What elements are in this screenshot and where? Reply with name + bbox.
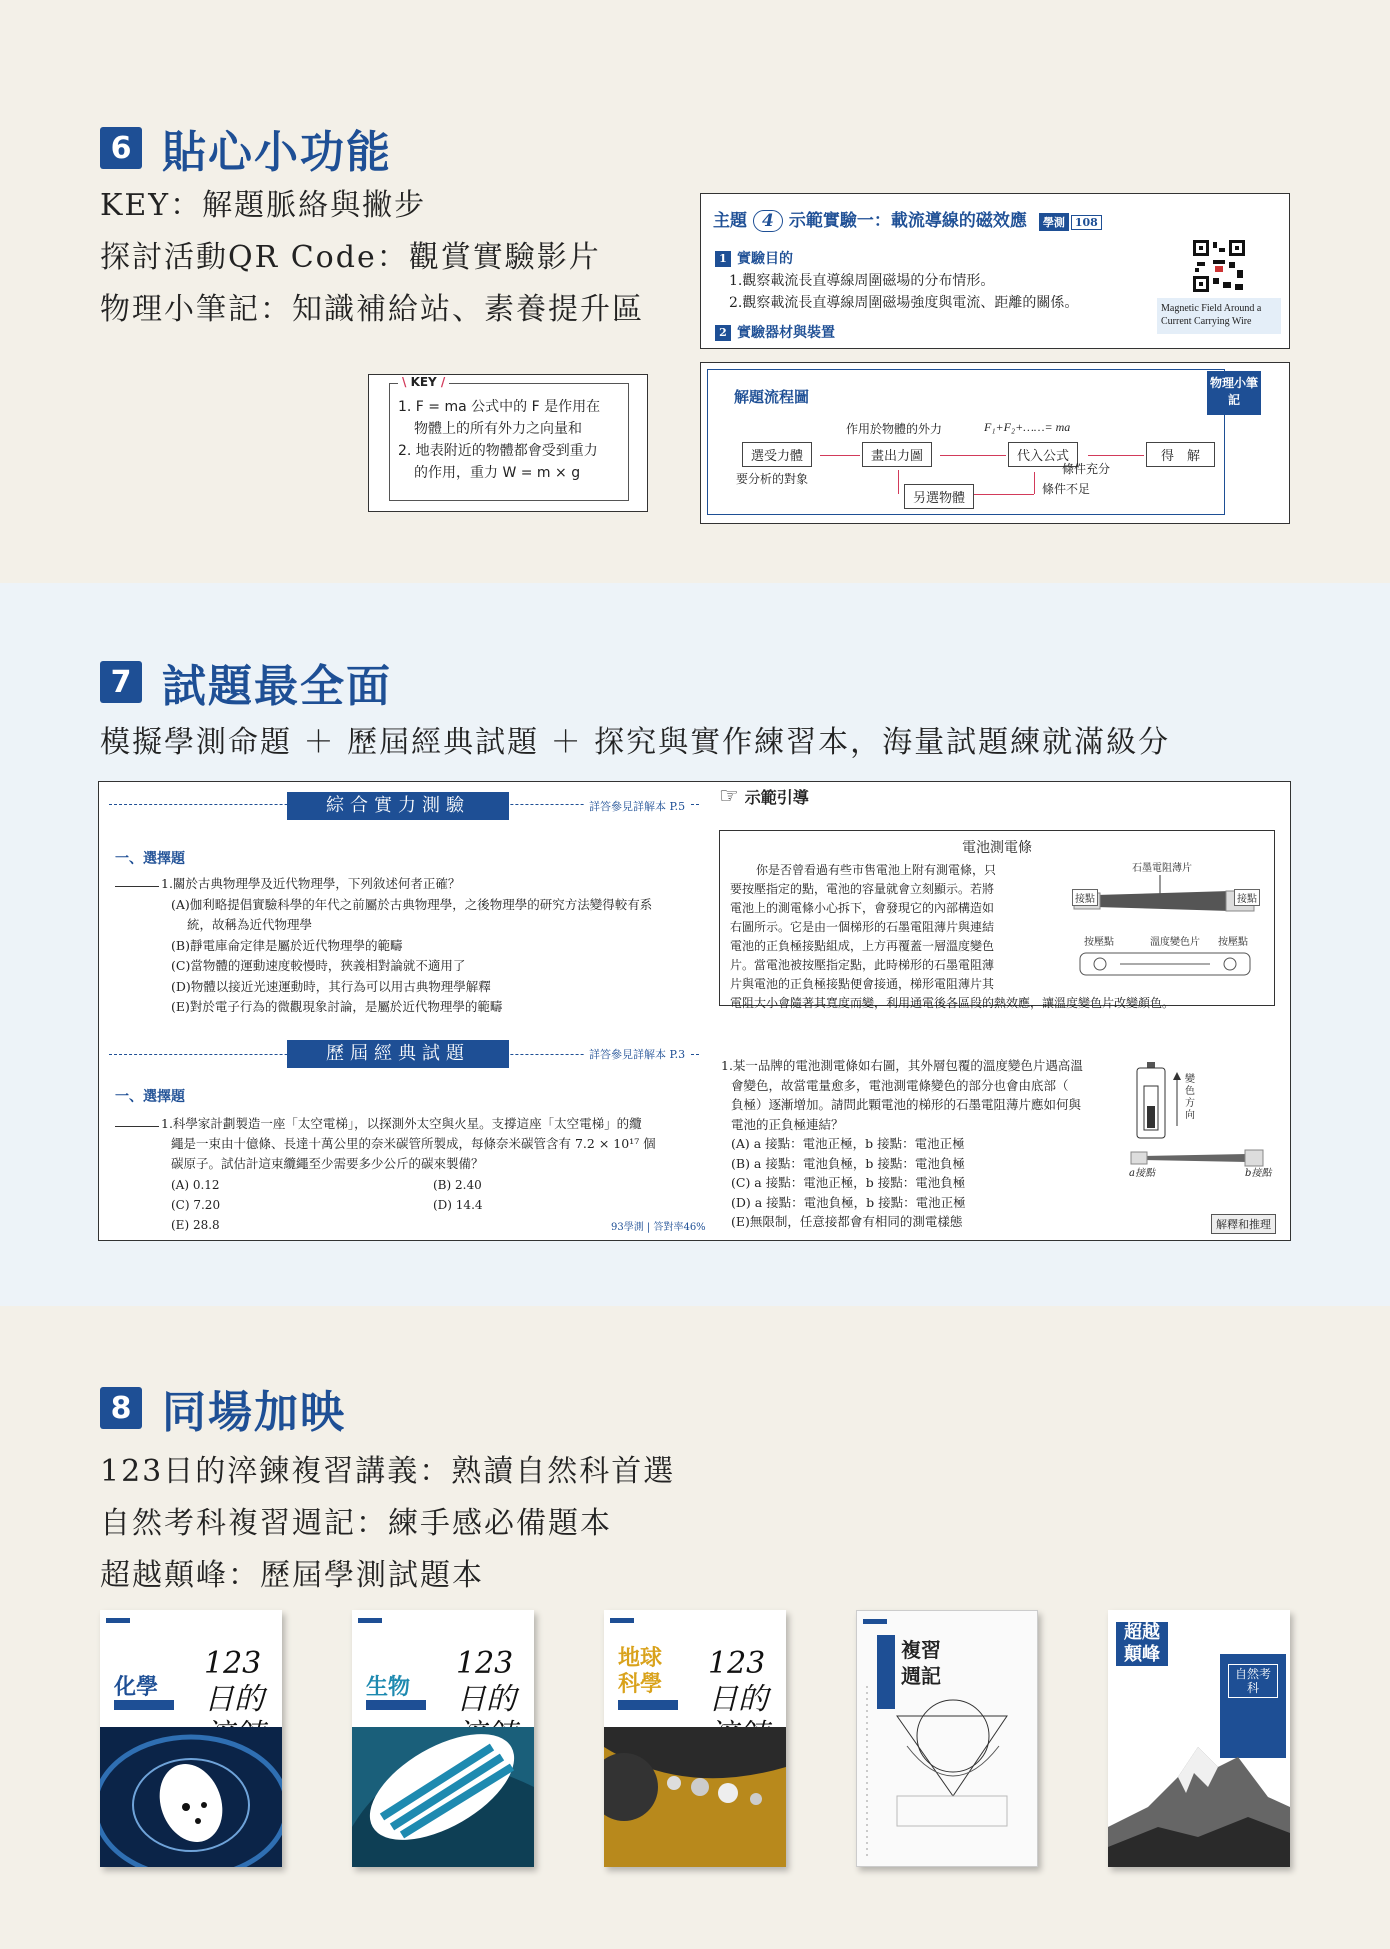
- publisher-logo: [863, 1619, 887, 1624]
- test-strip-figure: [1060, 871, 1270, 981]
- qr-code-icon[interactable]: [1191, 238, 1247, 294]
- option-b: (B) 2.40: [433, 1178, 482, 1192]
- section-number: 7: [100, 661, 142, 703]
- flow-box-select-body: 選受力體: [742, 442, 812, 467]
- key-box: [389, 375, 629, 501]
- option-c: (C) 7.20: [171, 1198, 221, 1212]
- answer-blank: [115, 886, 159, 887]
- flow-arrow: [940, 455, 1006, 456]
- section-7-description: 模擬學測命題 ＋ 歷屆經典試題 ＋ 探究與實作練習本，海量試題練就滿級分: [100, 725, 1171, 760]
- section-label-choice: 一、選擇題: [115, 851, 185, 867]
- flow-note-formula: F₁+F₂+……= ma: [984, 420, 1071, 434]
- flow-condition-sufficient: 條件充分: [1062, 462, 1111, 476]
- topic-item-2: 2.觀察載流長直導線周圍磁場強度與電流、距離的關係。: [729, 295, 1079, 311]
- calligraphy-art: 123 日的: [204, 1646, 264, 1717]
- key-card: [368, 374, 648, 512]
- option-d: (D) 14.4: [433, 1198, 483, 1212]
- battery-reading-box: [719, 830, 1275, 1010]
- flow-arrow: [972, 494, 1034, 495]
- flow-card: [700, 362, 1290, 524]
- calligraphy-art: 123 日的: [708, 1646, 768, 1717]
- book-cover-surpass-peak[interactable]: [1108, 1610, 1290, 1867]
- publisher-logo: [106, 1618, 130, 1623]
- cover-art-sketch: [857, 1686, 1038, 1856]
- reading-text: 你是否曾看過有些市售電池上附有測電條，只 要按壓指定的點，電池的容量就會立刻顯示。若將 電池上的測電條小心拆下，會發現它的內部構造如 右圖所示。它是由一個梯形的石墨電阻薄片與連結 電池的正負極接點組成，上方再覆蓋一層溫度變色 片。當電池被按壓指定點，此時梯形的石墨電阻薄 片與電池的正負極接點便會接通，梯形電阻薄片其 電阻大小會隨著其寬度而變，利用通電後各區段的熱效應，讓溫度變色片改變顏色。: [730, 863, 1175, 1010]
- flow-note-forces: 作用於物體的外力: [846, 422, 943, 436]
- flow-arrow-up: [898, 470, 899, 494]
- fig-label-press-right: 按壓點: [1218, 937, 1248, 948]
- option-a: (A) 0.12: [171, 1178, 220, 1192]
- question-battery: 1.某一品牌的電池測電條如右圖，其外層包覆的溫度變色片遇高溫 會變色，故當電量愈多，電池測電條變色的部分也會由底部（ 負極）逐漸增加。請問此顆電池的梯形的石墨電阻薄片應如何與 電池的正負極連結？ (A) a 接點：電池正極，b 接點：電池正極 (B) a 接點：電池負極，b 接點：電池負極 (C) a 接點：電池正極，b 接點：電池負極 (D) a 接點：電池負極，b 接點：電池正極 (E)無限制，任意接都會有相同的測電樣態: [721, 1058, 1083, 1229]
- topic-item-1: 1.觀察載流長直導線周圍磁場的分布情形。: [729, 273, 995, 289]
- fig-label-color-film: 溫度變色片: [1150, 937, 1200, 948]
- exam-stat: 93學測 | 答對率46%: [611, 1222, 706, 1233]
- flow-note-object: 要分析的對象: [736, 472, 809, 486]
- topic-heading: [713, 206, 1102, 231]
- guide-heading: ☞ 示範引導: [719, 784, 809, 809]
- series-label-bar: [618, 1700, 678, 1710]
- section-6-title: [100, 116, 392, 180]
- bonus-line-1: 123日的淬鍊複習講義：熟讀自然科首選: [100, 1454, 676, 1489]
- bonus-line-3: 超越顛峰：歷屆學測試題本: [100, 1558, 484, 1593]
- book-cover-chemistry[interactable]: [100, 1610, 282, 1867]
- feature-line-1: KEY：解題脈絡與撇步: [100, 188, 427, 223]
- book-title: 生物: [366, 1675, 411, 1700]
- section-number: 6: [100, 127, 142, 169]
- banner-past-exams: 歷屆經典試題: [287, 1040, 509, 1068]
- box-title: 電池測電條: [962, 840, 1032, 856]
- fig-label-contact-left: 接點: [1072, 889, 1098, 906]
- fig-label-press-left: 按壓點: [1084, 937, 1114, 948]
- section-heading: 同場加映: [162, 1387, 346, 1438]
- cover-art-mountain: [1108, 1737, 1290, 1867]
- topic-card: [700, 193, 1290, 349]
- publisher-logo: [610, 1618, 634, 1623]
- section-7-title: [100, 650, 392, 714]
- section-label-choice: 一、選擇題: [115, 1089, 185, 1105]
- question-space-elevator: 1.科學家計劃製造一座「太空電梯」，以探測外太空與火星。支撐這座「太空電梯」的纜 繩是一束由十億條、長達十萬公里的奈米碳管所製成，每條奈米碳管含有 7.2 × 10¹⁷ 個 碳原子。試估計這束纜繩至少需要多少公斤的碳來製備？: [161, 1116, 656, 1171]
- cover-art-atom: [100, 1727, 282, 1867]
- physics-note-badge: 物理小筆記: [1207, 371, 1261, 415]
- subject-label: 自然考科: [1228, 1664, 1278, 1698]
- section-heading: 貼心小功能: [162, 127, 392, 178]
- topic-subheading-2: 2 實驗器材與裝置: [715, 322, 835, 342]
- publisher-logo: [358, 1618, 382, 1623]
- pointing-hand-icon: ☞: [719, 784, 739, 809]
- key-label: \ KEY /: [398, 375, 449, 389]
- key-content: 1. F = ma 公式中的 F 是作用在 物體上的所有外力之向量和 2. 地表附近的物體都會受到重力 的作用，重力 W = m × g: [398, 399, 601, 481]
- section-heading: 試題最全面: [162, 661, 392, 712]
- cover-art-planets: [604, 1727, 786, 1867]
- topic-title: 示範實驗一：載流導線的磁效應: [788, 211, 1027, 231]
- calligraphy-art: 123 日的: [456, 1646, 516, 1717]
- book-title: 超越顛峰: [1116, 1622, 1168, 1666]
- fig-label-contact-right: 接點: [1234, 889, 1260, 906]
- feature-line-2: 探討活動QR Code：觀賞實驗影片: [100, 240, 601, 275]
- question-1: 1.關於古典物理學及近代物理學，下列敘述何者正確？ (A)伽利略提倡實驗科學的年代之前屬於古典物理學，之後物理學的研究方法變得較有系 統，故稱為近代物理學 (B)靜電庫侖定律是屬於近代物理學的範疇 (C)當物體的運動速度較慢時，狹義相對論就不適用了 (D)物體以接近光速運動時，其行為可以用古典物理學解釋 (E)對於電子行為的微觀現象討論，是屬於近代物理學的範疇: [161, 876, 653, 1014]
- book-title: 複習週記: [901, 1638, 941, 1688]
- bonus-line-2: 自然考科複習週記：練手感必備題本: [100, 1506, 612, 1541]
- flow-arrow-down: [1034, 472, 1035, 494]
- book-title: 化學: [114, 1675, 159, 1700]
- flow-box-other-body: 另選物體: [904, 484, 974, 509]
- topic-subheading-1: 1 實驗目的: [715, 248, 793, 268]
- answer-blank: [115, 1126, 159, 1127]
- book-cover-biology[interactable]: [352, 1610, 534, 1867]
- fig-label-a: a接點: [1129, 1168, 1155, 1179]
- fig-label-direction: 變色方向: [1185, 1074, 1195, 1121]
- series-label-bar: [114, 1700, 174, 1710]
- topic-label: 主題: [713, 211, 747, 231]
- answer-reference: 詳答參見詳解本 P.5: [585, 798, 689, 814]
- section-number: 8: [100, 1387, 142, 1429]
- exam-year-tag: 108: [1071, 215, 1102, 230]
- answer-reference: 詳答參見詳解本 P.3: [585, 1046, 689, 1062]
- flow-box-draw-forces: 畫出力圖: [862, 442, 932, 467]
- exam-tag: 學測: [1039, 213, 1069, 231]
- book-cover-review-journal[interactable]: [856, 1610, 1038, 1867]
- flow-condition-insufficient: 條件不足: [1042, 482, 1091, 496]
- flow-box-solution: 得 解: [1146, 442, 1215, 467]
- skill-badge: 解釋和推理: [1211, 1214, 1276, 1234]
- series-label-bar: [366, 1700, 426, 1710]
- feature-line-3: 物理小筆記：知識補給站、素養提升區: [100, 292, 644, 327]
- flow-title: 解題流程圖: [734, 388, 810, 406]
- book-cover-earth-science[interactable]: [604, 1610, 786, 1867]
- banner-comprehensive-test: 綜合實力測驗: [287, 792, 509, 820]
- flow-diagram: [707, 369, 1225, 515]
- section-8-title: [100, 1376, 346, 1440]
- book-title: 地球科學: [618, 1646, 663, 1697]
- cover-art-dna: [352, 1727, 534, 1867]
- fig-label-graphite: 石墨電阻薄片: [1132, 863, 1192, 874]
- qr-caption: Magnetic Field Around a Current Carrying Wire: [1157, 298, 1281, 334]
- topic-number: 4: [753, 210, 783, 232]
- option-e: (E) 28.8: [171, 1218, 220, 1232]
- exam-sample-panel: [98, 781, 1291, 1241]
- flow-arrow: [1088, 455, 1144, 456]
- flow-box-apply-formula: 代入公式: [1008, 442, 1078, 467]
- flow-arrow: [820, 455, 860, 456]
- fig-label-b: b接點: [1245, 1168, 1272, 1179]
